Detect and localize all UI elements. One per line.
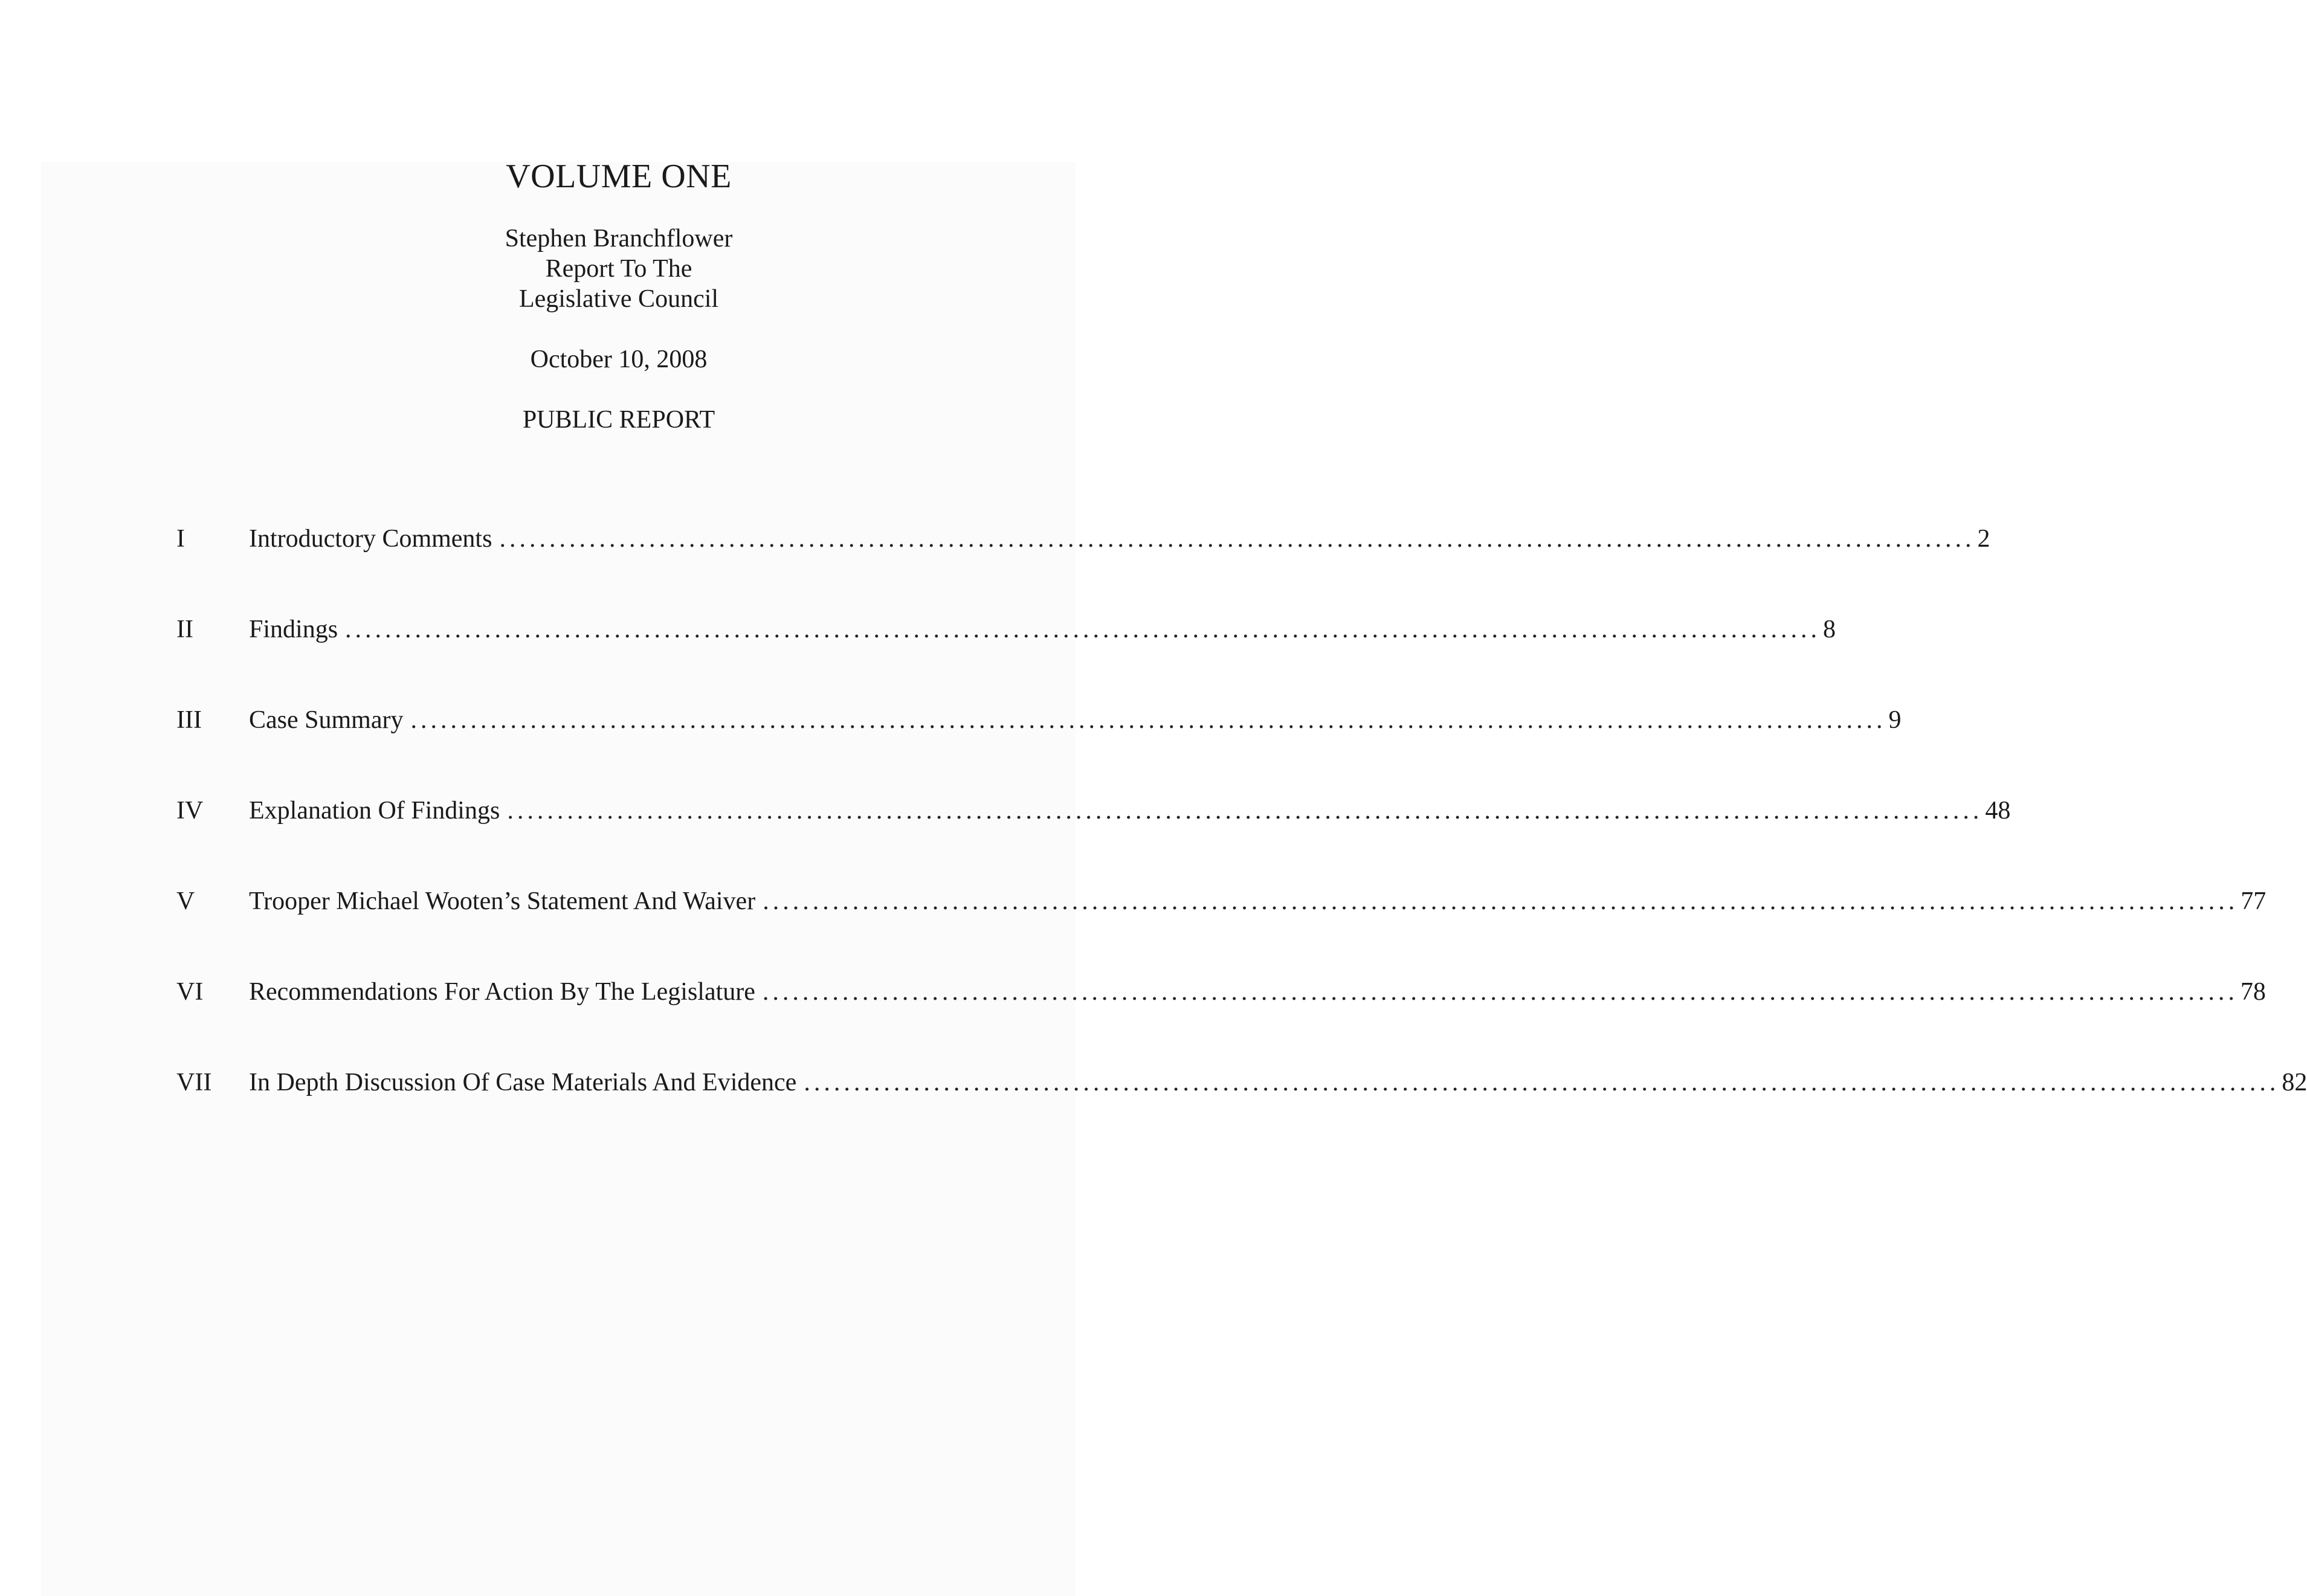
toc-dot-leader: .................................................................................................................................................... bbox=[499, 525, 1975, 553]
toc-dot-leader: .................................................................................................................................................... bbox=[410, 706, 1886, 734]
toc-entry-page: 9 bbox=[1888, 706, 1902, 734]
toc-entry-title: Recommendations For Action By The Legislature bbox=[249, 978, 755, 1006]
report-to-line: Report To The bbox=[545, 255, 692, 283]
report-label: PUBLIC REPORT bbox=[522, 406, 715, 434]
toc-entry-number: III bbox=[176, 706, 202, 734]
toc-entry bbox=[0, 1064, 2307, 1101]
volume-title: VOLUME ONE bbox=[506, 158, 732, 195]
toc-dot-leader: .................................................................................................................................................... bbox=[762, 978, 2238, 1006]
recipient-line: Legislative Council bbox=[518, 285, 719, 313]
toc-entry-title: Trooper Michael Wooten’s Statement And Waiver bbox=[249, 887, 756, 915]
toc-entry-number: VI bbox=[176, 978, 204, 1006]
toc-entry-number: V bbox=[176, 887, 195, 915]
toc-entry bbox=[0, 883, 2267, 919]
toc-entry bbox=[0, 974, 2266, 1010]
report-date: October 10, 2008 bbox=[530, 346, 708, 373]
author-block bbox=[0, 224, 1237, 314]
toc-entry-page: 82 bbox=[2282, 1069, 2307, 1096]
toc-dot-leader: .................................................................................................................................................... bbox=[763, 887, 2239, 915]
toc-entry-number: IV bbox=[176, 797, 204, 825]
toc-entry-number: II bbox=[176, 616, 193, 643]
toc-dot-leader: .................................................................................................................................................... bbox=[804, 1069, 2280, 1096]
author-name: Stephen Branchflower bbox=[505, 225, 733, 253]
toc-entry bbox=[0, 793, 2011, 829]
toc-entry-page: 8 bbox=[1823, 616, 1836, 643]
toc-entry bbox=[0, 611, 1836, 648]
toc-entry bbox=[0, 702, 1902, 738]
toc-entry-title: Findings bbox=[249, 616, 338, 643]
toc-entry-page: 2 bbox=[1977, 525, 1990, 553]
toc-entry-title: Explanation Of Findings bbox=[249, 797, 500, 825]
toc-entry-title: In Depth Discussion Of Case Materials And Evidence bbox=[249, 1069, 797, 1096]
toc-dot-leader: .................................................................................................................................................... bbox=[345, 616, 1821, 643]
page-background bbox=[41, 162, 1076, 1596]
toc-entry-title: Case Summary bbox=[249, 706, 404, 734]
toc-entry-number: I bbox=[176, 525, 185, 553]
toc-entry bbox=[0, 521, 1990, 557]
toc-entry-page: 48 bbox=[1985, 797, 2011, 825]
toc-dot-leader: .................................................................................................................................................... bbox=[507, 797, 1983, 825]
toc-entry-page: 78 bbox=[2240, 978, 2266, 1006]
toc-entry-title: Introductory Comments bbox=[249, 525, 492, 553]
toc-entry-page: 77 bbox=[2241, 887, 2267, 915]
toc-entry-number: VII bbox=[176, 1069, 212, 1096]
